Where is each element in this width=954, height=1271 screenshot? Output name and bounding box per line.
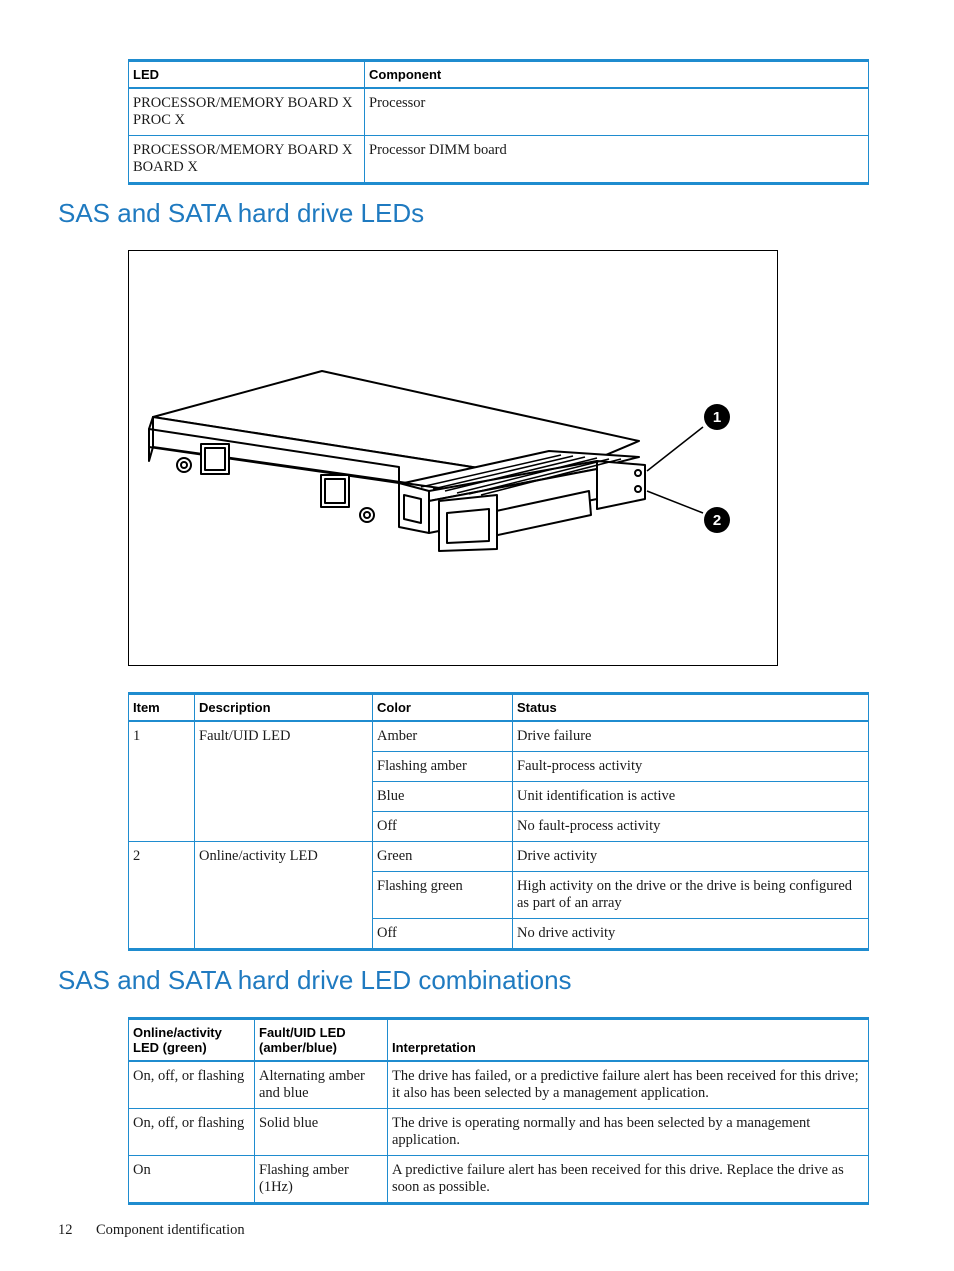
table-cell: Processor: [365, 88, 869, 136]
callout-1-label: 1: [712, 409, 722, 426]
table-header-row: [129, 1019, 869, 1062]
status-cell: High activity on the drive or the drive is being configured as part of an array: [513, 872, 869, 919]
table-cell: The drive is operating normally and has been selected by a management application.: [388, 1109, 869, 1156]
column-header: Fault/UID LED (amber/blue): [255, 1019, 388, 1062]
column-header: Description: [195, 694, 373, 722]
column-header: Interpretation: [388, 1019, 869, 1062]
footer-section-title: Component identification: [96, 1222, 245, 1238]
column-header: Component: [365, 61, 869, 89]
table-cell: On, off, or flashing: [129, 1109, 255, 1156]
status-cell: Fault-process activity: [513, 752, 869, 782]
table-row: [129, 1061, 869, 1109]
color-cell: Green: [373, 842, 513, 872]
column-header: Status: [513, 694, 869, 722]
page-footer: [58, 1222, 245, 1239]
table-cell: The drive has failed, or a predictive failure alert has been received for this drive; it also has been selected by a management application.: [388, 1061, 869, 1109]
table-cell: PROCESSOR/MEMORY BOARD X BOARD X: [129, 136, 365, 184]
status-cell: Unit identification is active: [513, 782, 869, 812]
status-cell: Drive failure: [513, 721, 869, 752]
table-row: [129, 136, 869, 184]
led-component-table: [128, 59, 869, 185]
table-row: [129, 1156, 869, 1204]
table-cell: On: [129, 1156, 255, 1204]
table-header-row: [129, 694, 869, 722]
table-cell: Flashing amber (1Hz): [255, 1156, 388, 1204]
table-row: [129, 1109, 869, 1156]
column-header: Online/activity LED (green): [129, 1019, 255, 1062]
section-heading-leds: SAS and SATA hard drive LEDs: [58, 198, 425, 228]
table-cell: PROCESSOR/MEMORY BOARD X PROC X: [129, 88, 365, 136]
status-cell: No drive activity: [513, 919, 869, 950]
description-cell: Fault/UID LED: [195, 721, 373, 842]
table-cell: Solid blue: [255, 1109, 388, 1156]
color-cell: Flashing amber: [373, 752, 513, 782]
color-cell: Blue: [373, 782, 513, 812]
hard-drive-figure: [128, 250, 778, 666]
hard-drive-illustration: [129, 251, 777, 665]
item-cell: 2: [129, 842, 195, 950]
color-cell: Amber: [373, 721, 513, 752]
led-status-table: [128, 692, 869, 951]
section-heading-led-combinations: SAS and SATA hard drive LED combinations: [58, 965, 572, 995]
table-cell: Processor DIMM board: [365, 136, 869, 184]
color-cell: Flashing green: [373, 872, 513, 919]
table-row: [129, 88, 869, 136]
color-cell: Off: [373, 812, 513, 842]
column-header: LED: [129, 61, 365, 89]
table-cell: Alternating amber and blue: [255, 1061, 388, 1109]
color-cell: Off: [373, 919, 513, 950]
table-cell: A predictive failure alert has been received for this drive. Replace the drive as soon as possible.: [388, 1156, 869, 1204]
led-combinations-table: [128, 1017, 869, 1205]
item-cell: 1: [129, 721, 195, 842]
status-cell: No fault-process activity: [513, 812, 869, 842]
table-header-row: [129, 61, 869, 89]
table-row: [129, 721, 869, 752]
page-number: 12: [58, 1222, 73, 1238]
table-row: [129, 842, 869, 872]
column-header: Color: [373, 694, 513, 722]
status-cell: Drive activity: [513, 842, 869, 872]
callout-2-label: 2: [712, 512, 722, 529]
description-cell: Online/activity LED: [195, 842, 373, 950]
column-header: Item: [129, 694, 195, 722]
table-cell: On, off, or flashing: [129, 1061, 255, 1109]
